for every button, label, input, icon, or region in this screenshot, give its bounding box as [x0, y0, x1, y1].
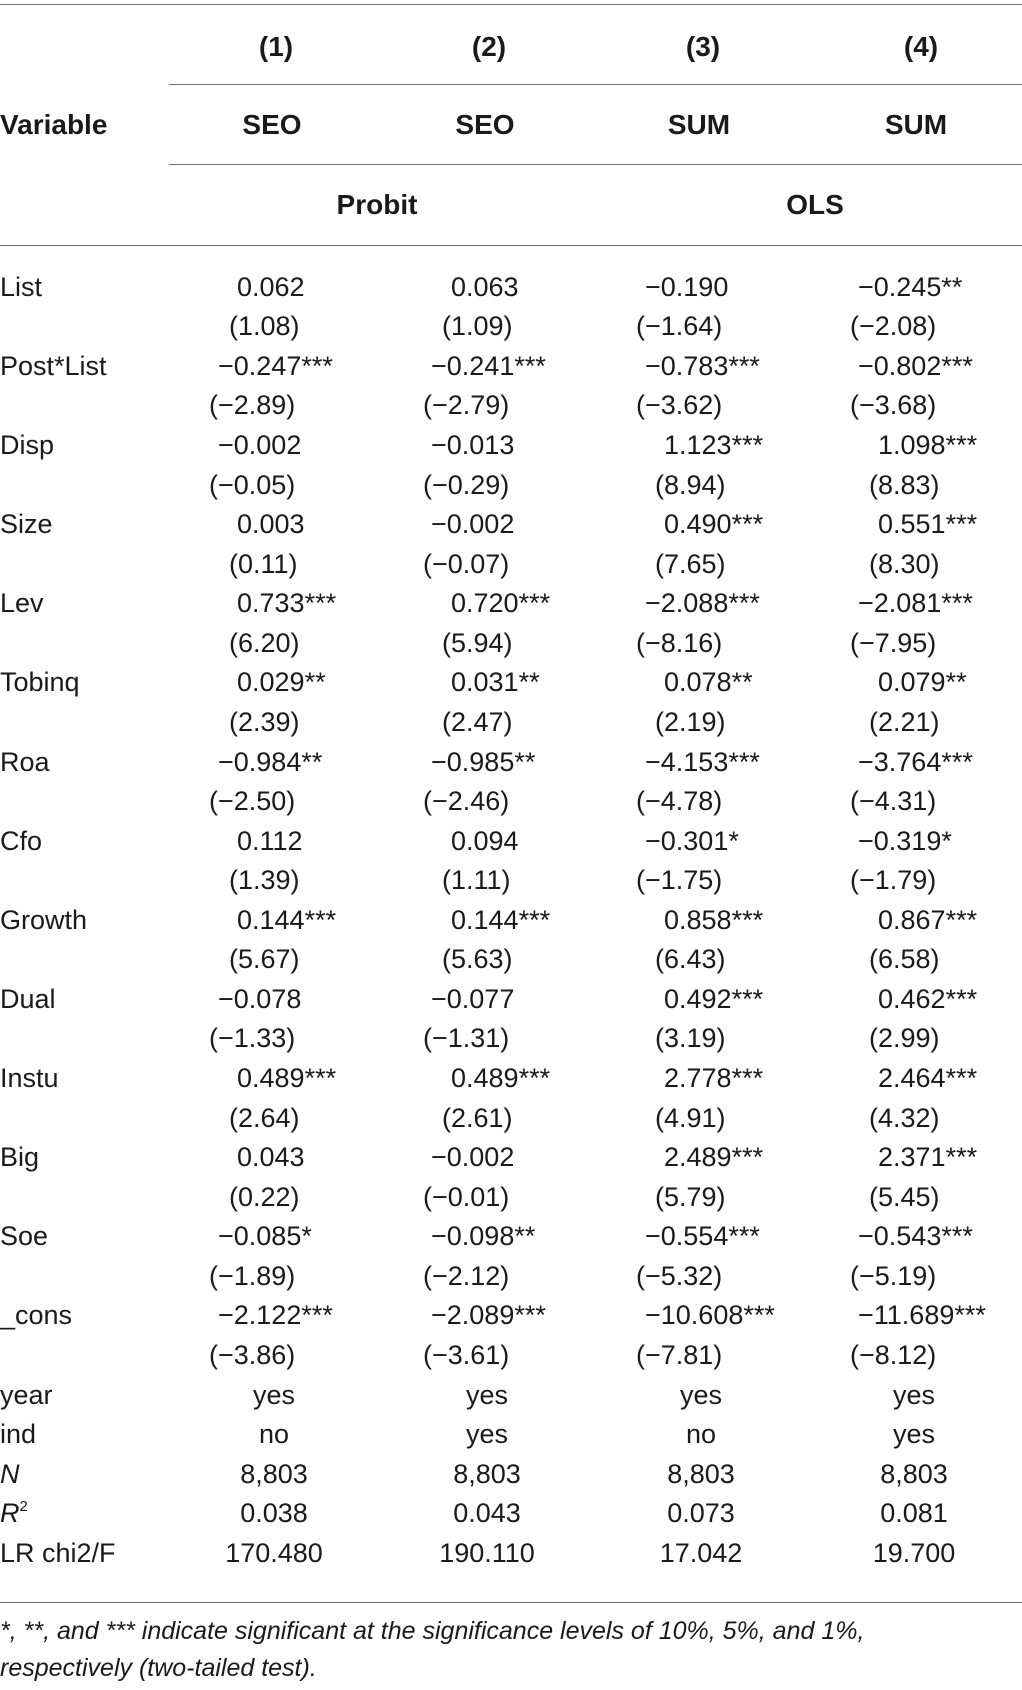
- coefficient-cell: −0.245**: [858, 272, 963, 302]
- coefficient-cell: −0.002: [431, 1142, 515, 1172]
- stat-value-cell: 17.042: [659, 1538, 743, 1568]
- coefficient-cell: 0.144***: [237, 905, 337, 935]
- coefficient-cell: 0.078**: [664, 667, 753, 697]
- t-stat-cell: (2.47): [442, 707, 513, 737]
- stat-value-cell: no: [685, 1419, 717, 1449]
- t-stat-cell: (2.19): [655, 707, 726, 737]
- coefficient-cell: −11.689***: [858, 1300, 986, 1330]
- table-footnote: *, **, and *** indicate significant at the significance levels of 10%, 5%, and 1%, respectively (two-tailed test).: [0, 1617, 865, 1682]
- coefficient-cell: 0.720***: [451, 588, 551, 618]
- table-rule-4: [0, 245, 1022, 246]
- coefficient-cell: 0.031**: [451, 667, 540, 697]
- variable-name: Instu: [0, 1063, 59, 1093]
- coefficient-cell: −2.089***: [431, 1300, 546, 1330]
- t-stat-cell: (−7.81): [636, 1340, 723, 1370]
- coefficient-cell: 2.371***: [878, 1142, 978, 1172]
- coefficient-cell: 1.123***: [664, 430, 764, 460]
- stat-value-cell: 0.043: [453, 1498, 521, 1528]
- coefficient-cell: −3.764***: [858, 747, 973, 777]
- t-stat-cell: (0.22): [229, 1182, 300, 1212]
- coefficient-cell: −0.013: [431, 430, 515, 460]
- coefficient-cell: −0.319*: [858, 826, 952, 856]
- coefficient-cell: −2.122***: [218, 1300, 333, 1330]
- method-ols: OLS: [786, 189, 844, 220]
- t-stat-cell: (−3.62): [636, 390, 723, 420]
- t-stat-cell: (−1.89): [209, 1261, 296, 1291]
- coefficient-cell: 0.489***: [237, 1063, 337, 1093]
- t-stat-cell: (4.32): [869, 1103, 940, 1133]
- t-stat-cell: (2.21): [869, 707, 940, 737]
- dependent-variable-1: SEO: [242, 109, 302, 140]
- t-stat-cell: (−1.33): [209, 1023, 296, 1053]
- column-number-4: (4): [903, 31, 939, 62]
- t-stat-cell: (1.11): [442, 865, 511, 895]
- coefficient-cell: −0.190: [645, 272, 729, 302]
- variable-name: Dual: [0, 984, 56, 1014]
- t-stat-cell: (2.64): [229, 1103, 300, 1133]
- variable-name: Disp: [0, 430, 55, 460]
- t-stat-cell: (−5.32): [636, 1261, 723, 1291]
- t-stat-cell: (−3.61): [423, 1340, 510, 1370]
- stat-name-text: ind: [0, 1419, 37, 1449]
- t-stat-cell: (6.43): [655, 944, 726, 974]
- stat-value-cell: yes: [892, 1419, 936, 1449]
- t-stat-cell: (6.20): [229, 628, 300, 658]
- t-stat-cell: (1.09): [442, 311, 513, 341]
- t-stat-cell: (−1.75): [636, 865, 723, 895]
- stat-value-cell: yes: [892, 1380, 936, 1410]
- coefficient-cell: 0.867***: [878, 905, 978, 935]
- t-stat-cell: (2.61): [442, 1103, 513, 1133]
- stat-value-cell: 8,803: [880, 1459, 948, 1489]
- t-stat-cell: (6.58): [869, 944, 940, 974]
- stat-value-cell: 190.110: [439, 1538, 535, 1568]
- coefficient-cell: −0.241***: [431, 351, 546, 381]
- t-stat-cell: (5.63): [442, 944, 513, 974]
- table-rule-1: [0, 4, 1022, 5]
- coefficient-cell: −0.301*: [645, 826, 739, 856]
- coefficient-cell: 0.063: [451, 272, 519, 302]
- dependent-variable-3: SUM: [667, 109, 731, 140]
- variable-name: _cons: [0, 1300, 73, 1330]
- t-stat-cell: (−0.29): [423, 470, 510, 500]
- t-stat-cell: (8.94): [655, 470, 726, 500]
- t-stat-cell: (−3.68): [850, 390, 937, 420]
- t-stat-cell: (−0.07): [423, 549, 510, 579]
- stat-value-cell: yes: [252, 1380, 296, 1410]
- dependent-variable-4: SUM: [884, 109, 948, 140]
- t-stat-cell: (−0.05): [209, 470, 296, 500]
- t-stat-cell: (3.19): [655, 1023, 726, 1053]
- coefficient-cell: −4.153***: [645, 747, 760, 777]
- t-stat-cell: (−2.50): [209, 786, 296, 816]
- stat-name: [0, 1377, 53, 1413]
- t-stat-cell: (−4.78): [636, 786, 723, 816]
- coefficient-cell: 0.490***: [664, 509, 764, 539]
- stat-value-cell: no: [258, 1419, 290, 1449]
- coefficient-cell: −10.608***: [645, 1300, 775, 1330]
- coefficient-cell: −0.098**: [431, 1221, 536, 1251]
- stat-value-cell: 8,803: [453, 1459, 521, 1489]
- variable-name: Lev: [0, 588, 44, 618]
- coefficient-cell: 2.489***: [664, 1142, 764, 1172]
- variable-name: Cfo: [0, 826, 43, 856]
- coefficient-cell: 0.551***: [878, 509, 978, 539]
- t-stat-cell: (1.39): [229, 865, 300, 895]
- dependent-variable-2: SEO: [455, 109, 515, 140]
- variable-name: List: [0, 272, 43, 302]
- t-stat-cell: (−4.31): [850, 786, 937, 816]
- table-rule-2: [169, 84, 1022, 85]
- table-rule-3: [169, 164, 1022, 165]
- coefficient-cell: −0.984**: [218, 747, 323, 777]
- stat-name: [0, 1416, 36, 1452]
- t-stat-cell: (−0.01): [423, 1182, 510, 1212]
- coefficient-cell: 0.043: [237, 1142, 305, 1172]
- coefficient-cell: 0.462***: [878, 984, 978, 1014]
- coefficient-cell: 0.144***: [451, 905, 551, 935]
- coefficient-cell: 0.733***: [237, 588, 337, 618]
- variable-name: Size: [0, 509, 53, 539]
- coefficient-cell: 0.112: [237, 826, 303, 856]
- t-stat-cell: (8.30): [869, 549, 940, 579]
- stat-value-cell: yes: [679, 1380, 723, 1410]
- coefficient-cell: −0.554***: [645, 1221, 760, 1251]
- coefficient-cell: 1.098***: [878, 430, 978, 460]
- coefficient-cell: 0.094: [451, 826, 519, 856]
- t-stat-cell: (4.91): [655, 1103, 726, 1133]
- stat-name-text: N: [0, 1459, 20, 1489]
- coefficient-cell: −2.088***: [645, 588, 760, 618]
- stat-value-cell: 0.081: [880, 1498, 948, 1528]
- variable-name: Tobinq: [0, 667, 80, 697]
- coefficient-cell: −0.078: [218, 984, 302, 1014]
- coefficient-cell: −0.085*: [218, 1221, 312, 1251]
- t-stat-cell: (5.67): [229, 944, 300, 974]
- t-stat-cell: (−8.16): [636, 628, 723, 658]
- method-probit: Probit: [336, 189, 418, 220]
- stat-value-cell: 0.038: [240, 1498, 308, 1528]
- coefficient-cell: 2.464***: [878, 1063, 978, 1093]
- variable-name: Soe: [0, 1221, 49, 1251]
- coefficient-cell: 0.029**: [237, 667, 326, 697]
- t-stat-cell: (−2.89): [209, 390, 296, 420]
- coefficient-cell: −0.802***: [858, 351, 973, 381]
- t-stat-cell: (−7.95): [850, 628, 937, 658]
- stat-value-cell: 8,803: [240, 1459, 308, 1489]
- coefficient-cell: 0.489***: [451, 1063, 551, 1093]
- variable-name: Roa: [0, 747, 50, 777]
- stat-value-cell: 8,803: [667, 1459, 735, 1489]
- coefficient-cell: −0.077: [431, 984, 515, 1014]
- variable-name: Post*List: [0, 351, 107, 381]
- t-stat-cell: (−2.79): [423, 390, 510, 420]
- t-stat-cell: (−2.12): [423, 1261, 510, 1291]
- stat-value-cell: 170.480: [225, 1538, 323, 1568]
- t-stat-cell: (0.11): [229, 549, 298, 579]
- t-stat-cell: (−5.19): [850, 1261, 937, 1291]
- stat-value-cell: 0.073: [667, 1498, 735, 1528]
- stat-name: [0, 1456, 20, 1492]
- table-rule-5: [0, 1602, 1022, 1603]
- stat-name: [0, 1535, 116, 1571]
- t-stat-cell: (5.94): [442, 628, 513, 658]
- t-stat-cell: (5.79): [655, 1182, 726, 1212]
- coefficient-cell: −0.543***: [858, 1221, 973, 1251]
- stat-name-text: R: [0, 1498, 20, 1528]
- t-stat-cell: (−3.86): [209, 1340, 296, 1370]
- t-stat-cell: (−8.12): [850, 1340, 937, 1370]
- stat-name-text: year: [0, 1380, 53, 1410]
- t-stat-cell: (8.83): [869, 470, 940, 500]
- variable-header: Variable: [0, 109, 108, 140]
- column-number-1: (1): [258, 31, 294, 62]
- coefficient-cell: −0.783***: [645, 351, 760, 381]
- coefficient-cell: −0.002: [218, 430, 302, 460]
- t-stat-cell: (5.45): [869, 1182, 940, 1212]
- coefficient-cell: 0.492***: [664, 984, 764, 1014]
- stat-value-cell: yes: [465, 1419, 509, 1449]
- t-stat-cell: (−1.64): [636, 311, 723, 341]
- t-stat-cell: (−2.46): [423, 786, 510, 816]
- variable-name: Big: [0, 1142, 40, 1172]
- coefficient-cell: −0.002: [431, 509, 515, 539]
- coefficient-cell: 2.778***: [664, 1063, 764, 1093]
- t-stat-cell: (−1.79): [850, 865, 937, 895]
- t-stat-cell: (−2.08): [850, 311, 937, 341]
- t-stat-cell: (2.99): [869, 1023, 940, 1053]
- stat-value-cell: 19.700: [872, 1538, 956, 1568]
- stat-name: [0, 1495, 28, 1531]
- coefficient-cell: 0.003: [237, 509, 305, 539]
- t-stat-cell: (−1.31): [423, 1023, 510, 1053]
- column-number-2: (2): [471, 31, 507, 62]
- superscript: 2: [19, 1498, 28, 1515]
- t-stat-cell: (7.65): [655, 549, 726, 579]
- column-number-3: (3): [685, 31, 721, 62]
- stat-name-text: LR chi2/F: [0, 1538, 116, 1568]
- coefficient-cell: −0.985**: [431, 747, 536, 777]
- t-stat-cell: (2.39): [229, 707, 300, 737]
- variable-name: Growth: [0, 905, 88, 935]
- coefficient-cell: 0.858***: [664, 905, 764, 935]
- coefficient-cell: −2.081***: [858, 588, 973, 618]
- stat-value-cell: yes: [465, 1380, 509, 1410]
- coefficient-cell: 0.062: [237, 272, 305, 302]
- coefficient-cell: −0.247***: [218, 351, 333, 381]
- t-stat-cell: (1.08): [229, 311, 300, 341]
- coefficient-cell: 0.079**: [878, 667, 967, 697]
